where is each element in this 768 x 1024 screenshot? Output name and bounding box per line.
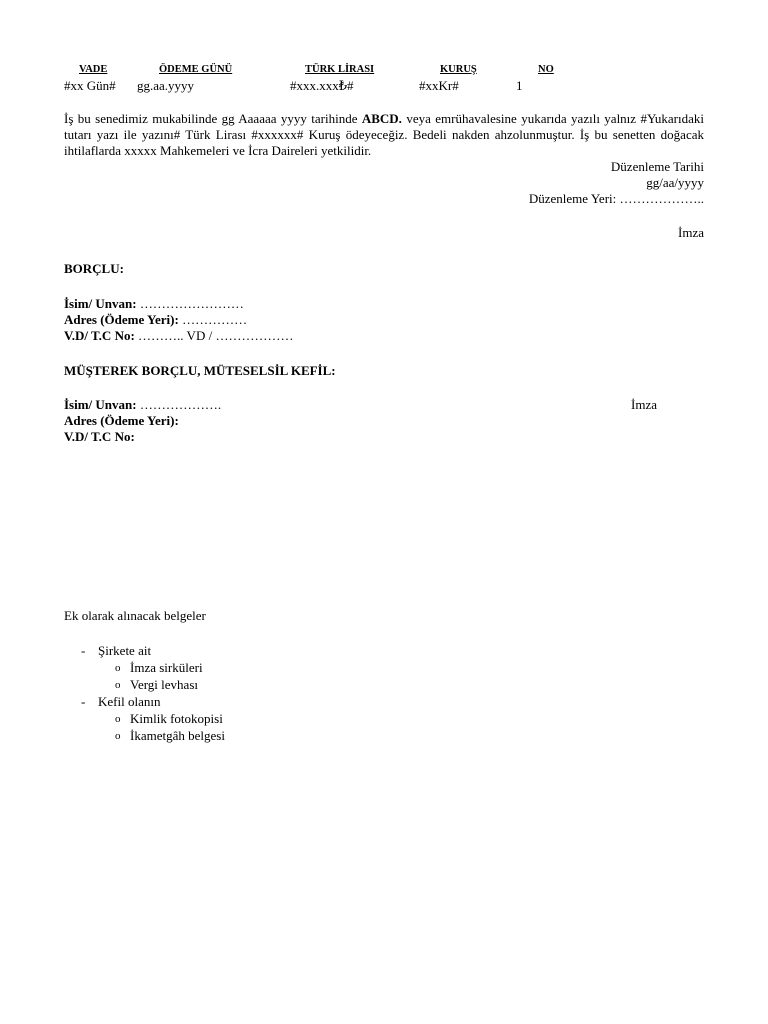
list-item-label: Vergi levhası xyxy=(130,677,198,692)
debtor-title: BORÇLU: xyxy=(64,261,124,276)
paragraph-part1: İş bu senedimiz mukabilinde gg Aaaaaa yyyy tarihinde xyxy=(64,111,362,126)
debtor-tax-label: V.D/ T.C No: xyxy=(64,328,135,343)
column-header-odeme-gunu: ÖDEME GÜNÜ xyxy=(159,64,233,75)
documents-list xyxy=(64,642,225,744)
value-no: 1 xyxy=(516,78,523,93)
guarantor-title: MÜŞTEREK BORÇLU, MÜTESELSİL KEFİL: xyxy=(64,363,336,378)
dash-bullet: - xyxy=(81,694,86,709)
guarantor-name-row xyxy=(64,397,221,413)
column-header-no: NO xyxy=(538,64,554,75)
value-turk-lirasi: #xxx.xxx₺# xyxy=(290,78,354,93)
column-header-vade: VADE xyxy=(79,64,108,75)
list-item-label: İkametgâh belgesi xyxy=(130,728,225,743)
issue-signature: İmza xyxy=(678,225,704,240)
circle-bullet-icon: o xyxy=(115,662,121,674)
debtor-tax-row xyxy=(64,328,293,344)
list-item xyxy=(64,727,225,744)
documents-group-company xyxy=(64,642,225,659)
debtor-name-value: …………………… xyxy=(136,296,244,311)
debtor-address-row xyxy=(64,312,247,328)
value-kurus: #xxKr# xyxy=(419,78,459,93)
documents-group-guarantor xyxy=(64,693,225,710)
issue-date-value: gg/aa/yyyy xyxy=(646,175,704,190)
debtor-address-value: …………… xyxy=(178,312,248,327)
paragraph-part2: veya emrühavalesine yukarıda yazılı yalnız #Yukarıdaki tutarı yazı ile yazını# Türk Lirası #xxxxxx# Kuruş ödeyeceğiz. Bedeli nakden ahzolunmuştur. İş bu senetten doğacak ihtilaflarda xxxxx Mahkemeleri ve İcra Daireleri yetkilidir. xyxy=(64,111,704,158)
guarantor-tax-label: V.D/ T.C No: xyxy=(64,429,135,444)
debtor-tax-value: ……….. VD / ……………… xyxy=(134,328,294,343)
company-name: ABCD. xyxy=(361,111,402,126)
issue-place: Düzenleme Yeri: ……………….. xyxy=(528,191,704,206)
guarantor-name-value: ………………. xyxy=(136,397,222,412)
guarantor-address-label: Adres (Ödeme Yeri): xyxy=(64,413,179,428)
group-label: Şirkete ait xyxy=(98,643,152,658)
guarantor-signature: İmza xyxy=(631,397,657,412)
list-item-label: Kimlik fotokopisi xyxy=(130,711,223,726)
circle-bullet-icon: o xyxy=(115,679,121,691)
column-header-turk-lirasi: TÜRK LİRASI xyxy=(305,64,375,75)
issue-date-label: Düzenleme Tarihi xyxy=(610,159,704,174)
dash-bullet: - xyxy=(81,643,86,658)
list-item xyxy=(64,676,225,693)
debtor-name-label: İsim/ Unvan: xyxy=(64,296,137,311)
group-label: Kefil olanın xyxy=(98,694,161,709)
list-item xyxy=(64,659,225,676)
value-vade: #xx Gün# xyxy=(64,78,116,93)
column-header-kurus: KURUŞ xyxy=(440,64,477,75)
circle-bullet-icon: o xyxy=(115,713,121,725)
list-item-label: İmza sirküleri xyxy=(130,660,203,675)
debtor-name-row xyxy=(64,296,244,312)
value-odeme-gunu: gg.aa.yyyy xyxy=(137,78,195,93)
list-item xyxy=(64,710,225,727)
documents-title: Ek olarak alınacak belgeler xyxy=(64,608,206,623)
circle-bullet-icon: o xyxy=(115,730,121,742)
note-paragraph xyxy=(64,111,704,159)
guarantor-name-label: İsim/ Unvan: xyxy=(64,397,137,412)
debtor-address-label: Adres (Ödeme Yeri): xyxy=(64,312,179,327)
